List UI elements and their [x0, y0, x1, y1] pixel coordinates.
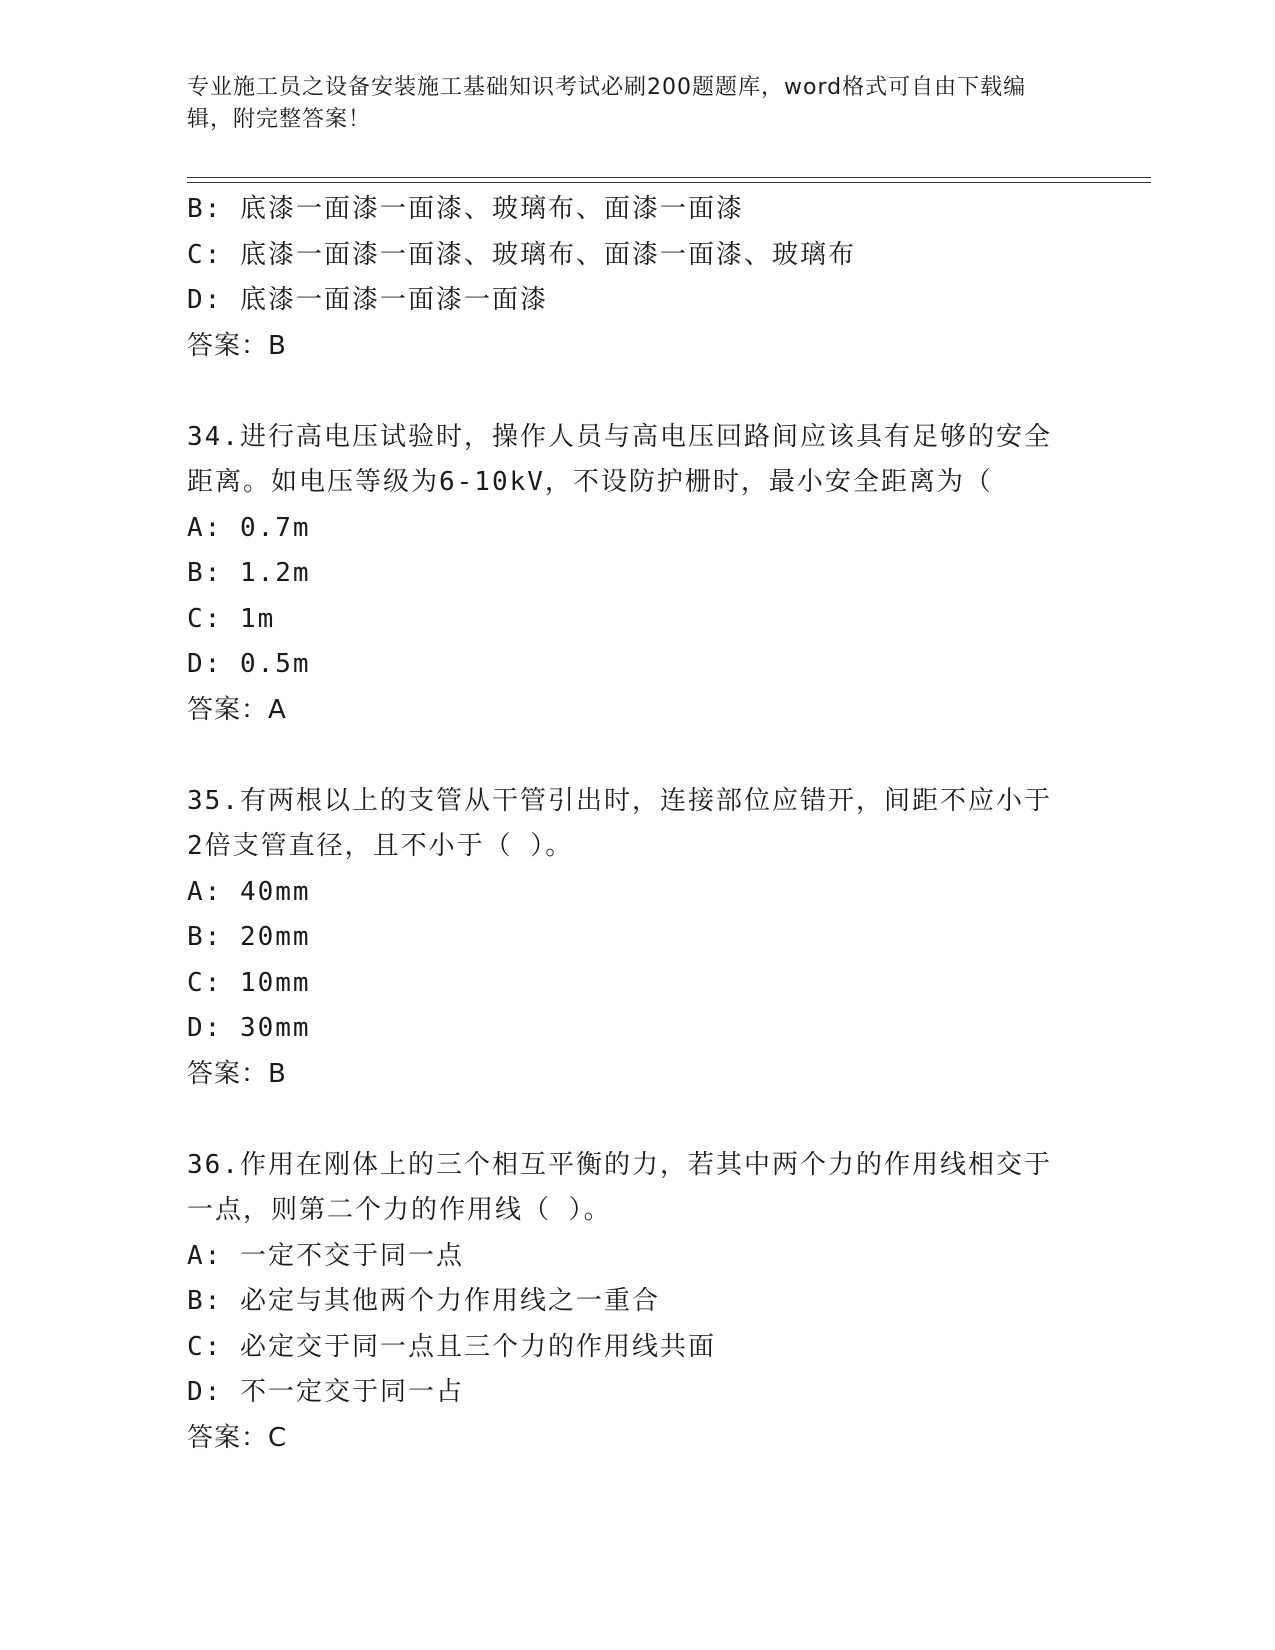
question-stem-line: 距离。如电压等级为6-10kV，不设防护栅时，最小安全距离为（	[187, 467, 993, 497]
option-d: D: 30mm	[187, 1013, 311, 1043]
document-header-title: 专业施工员之设备安装施工基础知识考试必刷200题题库，word格式可自由下载编辑，附完整答案！	[187, 75, 1027, 132]
option-c: C: 底漆一面漆一面漆、玻璃布、面漆一面漆、玻璃布	[187, 239, 856, 270]
option-d: D: 0.5m	[187, 649, 311, 679]
option-d: D: 不一定交于同一占	[187, 1377, 464, 1407]
option-a: A: 0.7m	[187, 512, 311, 543]
option-b: B: 1.2m	[187, 558, 311, 588]
answer-line: 答案：C	[187, 1422, 288, 1453]
option-b: B: 必定与其他两个力作用线之一重合	[187, 1286, 660, 1316]
answer-line: 答案：B	[187, 1058, 287, 1089]
header-divider-bottom	[187, 182, 1151, 183]
option-a: A: 一定不交于同一点	[187, 1240, 464, 1271]
option-b: B: 20mm	[187, 922, 311, 952]
option-b: B: 底漆一面漆一面漆、玻璃布、面漆一面漆	[187, 194, 744, 224]
option-a: A: 40mm	[187, 876, 311, 907]
answer-line: 答案：B	[187, 330, 287, 361]
question-stem-line: 36.作用在刚体上的三个相互平衡的力，若其中两个力的作用线相交于	[187, 1149, 1052, 1180]
option-c: C: 必定交于同一点且三个力的作用线共面	[187, 1331, 716, 1362]
question-34	[187, 415, 1087, 734]
question-36	[187, 1143, 1087, 1462]
question-stem-line: 34.进行高电压试验时，操作人员与高电压回路间应该具有足够的安全	[187, 421, 1052, 452]
answer-line: 答案：A	[187, 694, 287, 725]
question-spacer	[187, 733, 1087, 779]
question-stem-line: 一点，则第二个力的作用线（ ）。	[187, 1195, 612, 1225]
option-c: C: 10mm	[187, 967, 311, 998]
question-35	[187, 779, 1087, 1098]
question-spacer	[187, 369, 1087, 415]
header-divider-top	[187, 177, 1151, 178]
option-d: D: 底漆一面漆一面漆一面漆	[187, 285, 548, 315]
prev-question	[187, 187, 1087, 369]
question-stem-line: 35.有两根以上的支管从干管引出时，连接部位应错开，间距不应小于	[187, 785, 1052, 816]
question-spacer	[187, 1097, 1087, 1143]
question-content	[187, 187, 1087, 1461]
question-stem-line: 2倍支管直径，且不小于（ ）。	[187, 831, 574, 861]
option-c: C: 1m	[187, 603, 276, 634]
